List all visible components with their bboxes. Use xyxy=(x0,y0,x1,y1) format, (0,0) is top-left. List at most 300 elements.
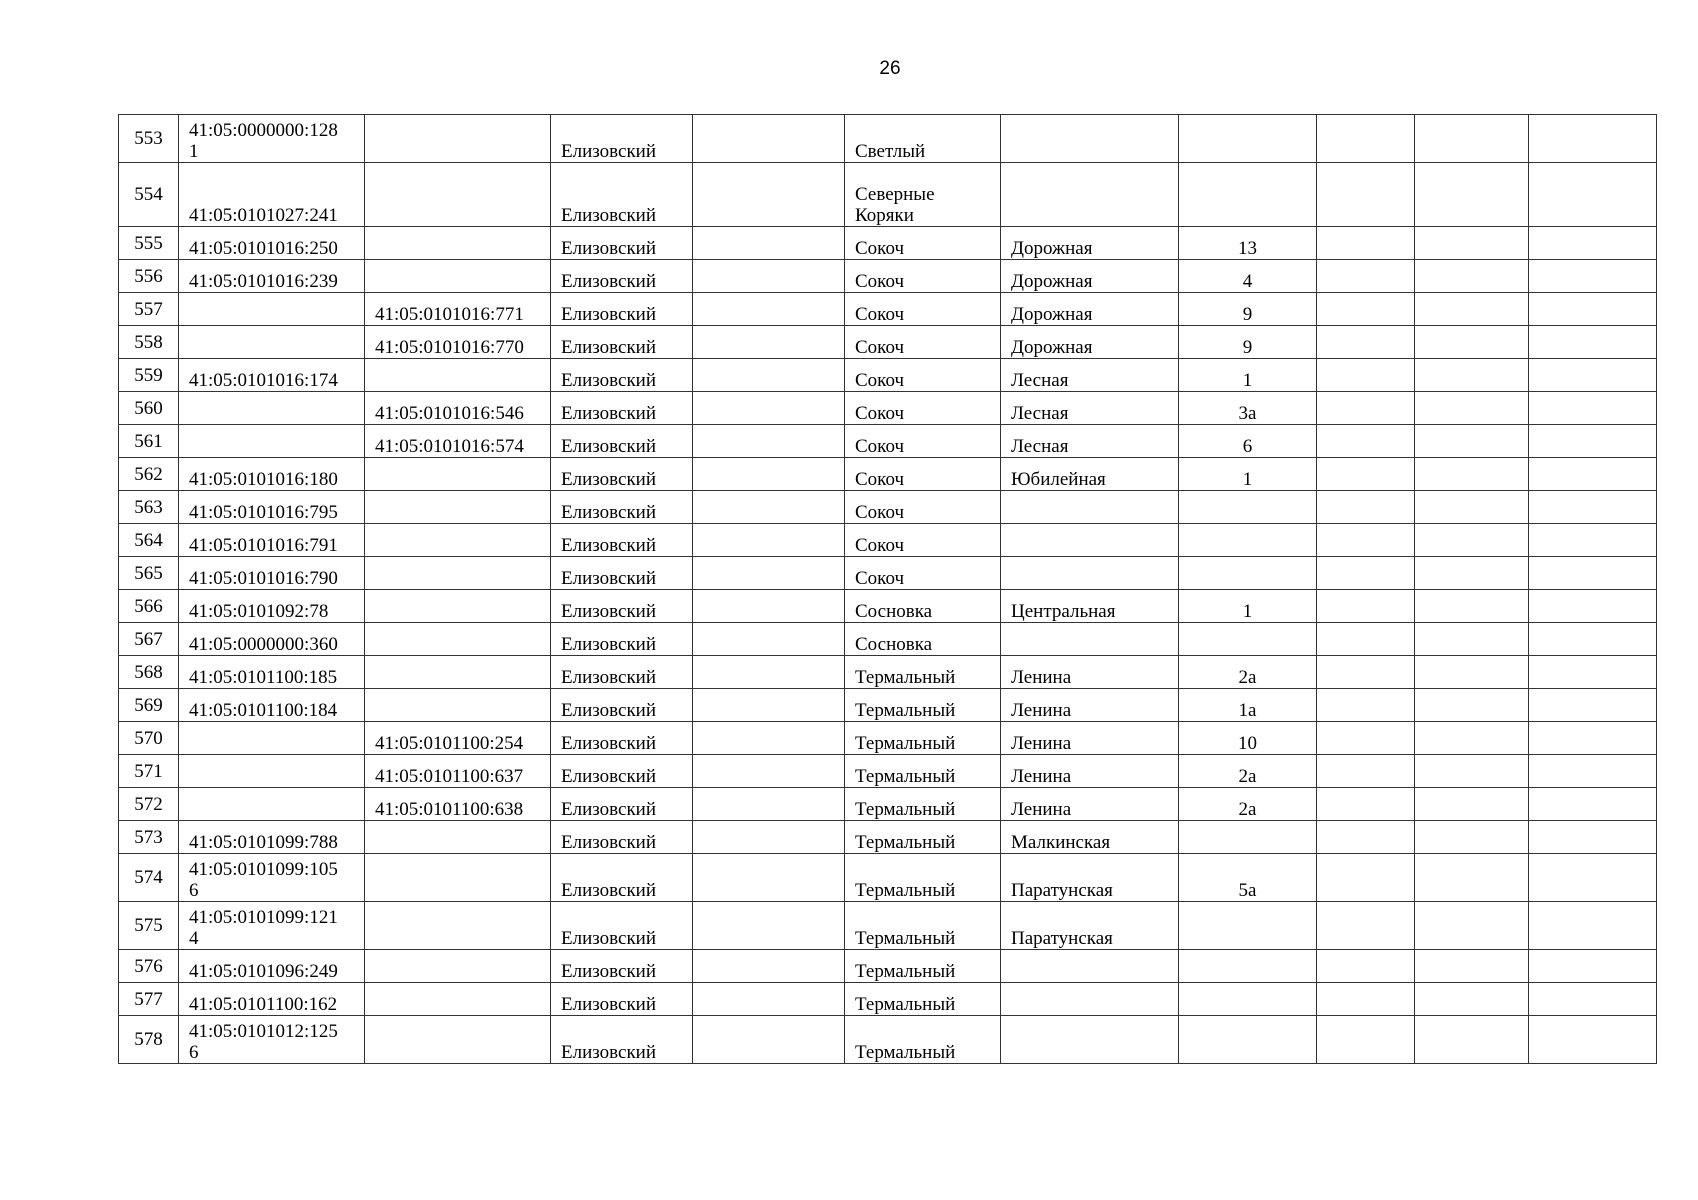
cadastral-number-alt-cell xyxy=(365,227,551,260)
row-number-cell: 574 xyxy=(119,854,179,902)
cadastral-number-cell: 41:05:0101016:180 xyxy=(179,458,365,491)
empty-cell xyxy=(1317,163,1415,227)
table-row xyxy=(119,755,1657,788)
table-row xyxy=(119,227,1657,260)
row-number-cell: 575 xyxy=(119,902,179,950)
empty-cell xyxy=(1529,115,1657,163)
empty-cell xyxy=(1317,293,1415,326)
district-cell: Елизовский xyxy=(551,722,693,755)
district-cell: Елизовский xyxy=(551,623,693,656)
row-number-cell: 572 xyxy=(119,788,179,821)
district-cell: Елизовский xyxy=(551,1016,693,1064)
empty-cell xyxy=(1529,458,1657,491)
row-number-cell: 577 xyxy=(119,983,179,1016)
row-number-cell: 573 xyxy=(119,821,179,854)
house-number-cell xyxy=(1179,1016,1317,1064)
empty-cell xyxy=(1529,392,1657,425)
cadastral-number-cell xyxy=(179,722,365,755)
page-number: 26 xyxy=(879,58,901,79)
street-cell: Ленина xyxy=(1001,656,1179,689)
empty-cell xyxy=(1317,458,1415,491)
settlement-cell: Северные Коряки xyxy=(845,163,1001,227)
district-cell: Елизовский xyxy=(551,359,693,392)
settlement-cell: Термальный xyxy=(845,689,1001,722)
street-cell xyxy=(1001,557,1179,590)
district-cell: Елизовский xyxy=(551,227,693,260)
cadastral-number-alt-cell xyxy=(365,458,551,491)
table-row xyxy=(119,854,1657,902)
settlement-cell: Сокоч xyxy=(845,227,1001,260)
empty-cell xyxy=(1529,821,1657,854)
table-row xyxy=(119,623,1657,656)
settlement-cell: Термальный xyxy=(845,983,1001,1016)
empty-cell xyxy=(1529,722,1657,755)
district-cell: Елизовский xyxy=(551,392,693,425)
cadastral-number-cell: 41:05:0000000:360 xyxy=(179,623,365,656)
empty-cell xyxy=(693,950,845,983)
settlement-cell: Термальный xyxy=(845,656,1001,689)
empty-cell xyxy=(1415,983,1529,1016)
empty-cell xyxy=(1415,854,1529,902)
cadastral-number-cell: 41:05:0101016:239 xyxy=(179,260,365,293)
house-number-cell: 1 xyxy=(1179,359,1317,392)
empty-cell xyxy=(693,425,845,458)
empty-cell xyxy=(1317,623,1415,656)
row-number-cell: 567 xyxy=(119,623,179,656)
house-number-cell xyxy=(1179,163,1317,227)
settlement-cell: Термальный xyxy=(845,854,1001,902)
district-cell: Елизовский xyxy=(551,326,693,359)
empty-cell xyxy=(1317,854,1415,902)
cadastral-number-cell: 41:05:0101016:795 xyxy=(179,491,365,524)
house-number-cell: 1а xyxy=(1179,689,1317,722)
cadastral-number-alt-cell xyxy=(365,557,551,590)
empty-cell xyxy=(693,524,845,557)
empty-cell xyxy=(693,163,845,227)
street-cell xyxy=(1001,115,1179,163)
empty-cell xyxy=(693,689,845,722)
empty-cell xyxy=(1317,115,1415,163)
empty-cell xyxy=(1415,227,1529,260)
table-row xyxy=(119,115,1657,163)
district-cell: Елизовский xyxy=(551,491,693,524)
table-row xyxy=(119,293,1657,326)
empty-cell xyxy=(1317,656,1415,689)
cadastral-number-alt-cell xyxy=(365,1016,551,1064)
row-number-cell: 565 xyxy=(119,557,179,590)
empty-cell xyxy=(1317,326,1415,359)
cadastral-number-cell: 41:05:0101096:249 xyxy=(179,950,365,983)
cadastral-number-cell: 41:05:0101100:162 xyxy=(179,983,365,1016)
empty-cell xyxy=(1415,458,1529,491)
row-number-cell: 568 xyxy=(119,656,179,689)
district-cell: Елизовский xyxy=(551,293,693,326)
settlement-cell: Сокоч xyxy=(845,326,1001,359)
settlement-cell: Сокоч xyxy=(845,359,1001,392)
house-number-cell: 2а xyxy=(1179,788,1317,821)
row-number-cell: 558 xyxy=(119,326,179,359)
table-row xyxy=(119,983,1657,1016)
empty-cell xyxy=(1415,788,1529,821)
street-cell: Юбилейная xyxy=(1001,458,1179,491)
empty-cell xyxy=(1317,491,1415,524)
settlement-cell: Термальный xyxy=(845,1016,1001,1064)
street-cell: Ленина xyxy=(1001,788,1179,821)
row-number-cell: 560 xyxy=(119,392,179,425)
table-row xyxy=(119,458,1657,491)
house-number-cell: 6 xyxy=(1179,425,1317,458)
table-row xyxy=(119,491,1657,524)
empty-cell xyxy=(1317,425,1415,458)
street-cell xyxy=(1001,163,1179,227)
settlement-cell: Сокоч xyxy=(845,392,1001,425)
cadastral-number-cell: 41:05:0000000:128 1 xyxy=(179,115,365,163)
empty-cell xyxy=(1529,950,1657,983)
cadastral-number-cell: 41:05:0101100:184 xyxy=(179,689,365,722)
table-row xyxy=(119,788,1657,821)
empty-cell xyxy=(693,557,845,590)
empty-cell xyxy=(1415,293,1529,326)
district-cell: Елизовский xyxy=(551,458,693,491)
empty-cell xyxy=(1529,326,1657,359)
district-cell: Елизовский xyxy=(551,115,693,163)
empty-cell xyxy=(1529,260,1657,293)
empty-cell xyxy=(1317,788,1415,821)
street-cell: Паратунская xyxy=(1001,902,1179,950)
empty-cell xyxy=(1317,821,1415,854)
empty-cell xyxy=(693,260,845,293)
cadastral-number-cell: 41:05:0101016:250 xyxy=(179,227,365,260)
cadastral-number-alt-cell: 41:05:0101016:574 xyxy=(365,425,551,458)
row-number-cell: 569 xyxy=(119,689,179,722)
street-cell xyxy=(1001,950,1179,983)
empty-cell xyxy=(693,491,845,524)
empty-cell xyxy=(1529,293,1657,326)
house-number-cell xyxy=(1179,623,1317,656)
settlement-cell: Сокоч xyxy=(845,524,1001,557)
table-row xyxy=(119,326,1657,359)
table-row xyxy=(119,821,1657,854)
table-row xyxy=(119,260,1657,293)
settlement-cell: Термальный xyxy=(845,788,1001,821)
settlement-cell: Сокоч xyxy=(845,557,1001,590)
row-number-cell: 562 xyxy=(119,458,179,491)
cadastral-number-alt-cell xyxy=(365,656,551,689)
settlement-cell: Сокоч xyxy=(845,491,1001,524)
cadastral-number-alt-cell xyxy=(365,524,551,557)
district-cell: Елизовский xyxy=(551,260,693,293)
empty-cell xyxy=(693,983,845,1016)
empty-cell xyxy=(1317,755,1415,788)
settlement-cell: Термальный xyxy=(845,950,1001,983)
cadastral-number-alt-cell: 41:05:0101100:254 xyxy=(365,722,551,755)
empty-cell xyxy=(1529,656,1657,689)
cadastral-number-alt-cell: 41:05:0101016:770 xyxy=(365,326,551,359)
empty-cell xyxy=(693,326,845,359)
settlement-cell: Сокоч xyxy=(845,260,1001,293)
empty-cell xyxy=(693,1016,845,1064)
empty-cell xyxy=(1529,524,1657,557)
district-cell: Елизовский xyxy=(551,689,693,722)
street-cell xyxy=(1001,524,1179,557)
street-cell: Ленина xyxy=(1001,722,1179,755)
street-cell: Ленина xyxy=(1001,689,1179,722)
table-row xyxy=(119,722,1657,755)
empty-cell xyxy=(1317,983,1415,1016)
district-cell: Елизовский xyxy=(551,821,693,854)
empty-cell xyxy=(693,854,845,902)
street-cell: Малкинская xyxy=(1001,821,1179,854)
cadastral-number-alt-cell: 41:05:0101100:637 xyxy=(365,755,551,788)
row-number-cell: 561 xyxy=(119,425,179,458)
district-cell: Елизовский xyxy=(551,557,693,590)
house-number-cell: 13 xyxy=(1179,227,1317,260)
cadastral-number-alt-cell xyxy=(365,115,551,163)
settlement-cell: Сокоч xyxy=(845,425,1001,458)
row-number-cell: 578 xyxy=(119,1016,179,1064)
row-number-cell: 564 xyxy=(119,524,179,557)
house-number-cell xyxy=(1179,115,1317,163)
district-cell: Елизовский xyxy=(551,163,693,227)
cadastral-number-cell: 41:05:0101092:78 xyxy=(179,590,365,623)
empty-cell xyxy=(1415,557,1529,590)
cadastral-number-alt-cell: 41:05:0101016:771 xyxy=(365,293,551,326)
table-row xyxy=(119,902,1657,950)
house-number-cell: 1 xyxy=(1179,590,1317,623)
empty-cell xyxy=(1529,623,1657,656)
empty-cell xyxy=(1529,1016,1657,1064)
empty-cell xyxy=(1317,689,1415,722)
settlement-cell: Термальный xyxy=(845,755,1001,788)
table-row xyxy=(119,392,1657,425)
cadastral-number-alt-cell xyxy=(365,491,551,524)
cadastral-number-alt-cell xyxy=(365,623,551,656)
district-cell: Елизовский xyxy=(551,902,693,950)
empty-cell xyxy=(693,623,845,656)
empty-cell xyxy=(1415,260,1529,293)
empty-cell xyxy=(1415,425,1529,458)
empty-cell xyxy=(1415,902,1529,950)
street-cell: Лесная xyxy=(1001,425,1179,458)
house-number-cell: 4 xyxy=(1179,260,1317,293)
house-number-cell xyxy=(1179,524,1317,557)
table-row xyxy=(119,163,1657,227)
empty-cell xyxy=(693,392,845,425)
empty-cell xyxy=(693,115,845,163)
table-row xyxy=(119,590,1657,623)
street-cell xyxy=(1001,1016,1179,1064)
cadastral-number-cell xyxy=(179,293,365,326)
district-cell: Елизовский xyxy=(551,983,693,1016)
row-number-cell: 557 xyxy=(119,293,179,326)
settlement-cell: Термальный xyxy=(845,722,1001,755)
row-number-cell: 555 xyxy=(119,227,179,260)
settlement-cell: Термальный xyxy=(845,821,1001,854)
settlement-cell: Сокоч xyxy=(845,458,1001,491)
street-cell: Дорожная xyxy=(1001,326,1179,359)
empty-cell xyxy=(1529,902,1657,950)
district-cell: Елизовский xyxy=(551,854,693,902)
empty-cell xyxy=(1415,689,1529,722)
cadastral-number-cell: 41:05:0101099:788 xyxy=(179,821,365,854)
empty-cell xyxy=(1529,227,1657,260)
cadastral-number-alt-cell xyxy=(365,821,551,854)
empty-cell xyxy=(1415,491,1529,524)
cadastral-number-cell: 41:05:0101012:125 6 xyxy=(179,1016,365,1064)
street-cell: Лесная xyxy=(1001,392,1179,425)
cadastral-number-alt-cell xyxy=(365,983,551,1016)
empty-cell xyxy=(693,656,845,689)
cadastral-number-alt-cell xyxy=(365,902,551,950)
house-number-cell: 10 xyxy=(1179,722,1317,755)
cadastral-number-alt-cell xyxy=(365,854,551,902)
empty-cell xyxy=(1415,950,1529,983)
empty-cell xyxy=(1317,359,1415,392)
cadastral-number-cell xyxy=(179,788,365,821)
cadastral-number-alt-cell xyxy=(365,590,551,623)
street-cell: Центральная xyxy=(1001,590,1179,623)
empty-cell xyxy=(1529,689,1657,722)
cadastral-number-cell xyxy=(179,392,365,425)
cadastral-number-cell xyxy=(179,425,365,458)
cadastral-number-alt-cell xyxy=(365,689,551,722)
district-cell: Елизовский xyxy=(551,524,693,557)
empty-cell xyxy=(1415,359,1529,392)
cadastral-number-alt-cell xyxy=(365,260,551,293)
empty-cell xyxy=(1529,557,1657,590)
empty-cell xyxy=(1317,902,1415,950)
empty-cell xyxy=(1317,590,1415,623)
empty-cell xyxy=(1317,524,1415,557)
empty-cell xyxy=(693,227,845,260)
row-number-cell: 559 xyxy=(119,359,179,392)
row-number-cell: 556 xyxy=(119,260,179,293)
empty-cell xyxy=(1415,524,1529,557)
empty-cell xyxy=(1317,1016,1415,1064)
settlement-cell: Термальный xyxy=(845,902,1001,950)
empty-cell xyxy=(1415,722,1529,755)
table-row xyxy=(119,950,1657,983)
empty-cell xyxy=(1529,359,1657,392)
cadastral-number-cell xyxy=(179,755,365,788)
empty-cell xyxy=(1415,590,1529,623)
street-cell: Дорожная xyxy=(1001,293,1179,326)
house-number-cell: 2а xyxy=(1179,755,1317,788)
cadastral-number-cell: 41:05:0101100:185 xyxy=(179,656,365,689)
empty-cell xyxy=(693,788,845,821)
empty-cell xyxy=(1317,392,1415,425)
empty-cell xyxy=(693,458,845,491)
empty-cell xyxy=(1415,1016,1529,1064)
house-number-cell: 2а xyxy=(1179,656,1317,689)
house-number-cell xyxy=(1179,491,1317,524)
row-number-cell: 563 xyxy=(119,491,179,524)
empty-cell xyxy=(1415,326,1529,359)
house-number-cell xyxy=(1179,902,1317,950)
register-table xyxy=(118,114,1657,1064)
empty-cell xyxy=(1529,755,1657,788)
empty-cell xyxy=(693,293,845,326)
empty-cell xyxy=(693,902,845,950)
street-cell: Ленина xyxy=(1001,755,1179,788)
row-number-cell: 566 xyxy=(119,590,179,623)
street-cell xyxy=(1001,491,1179,524)
house-number-cell: 3а xyxy=(1179,392,1317,425)
house-number-cell xyxy=(1179,557,1317,590)
table-row xyxy=(119,524,1657,557)
empty-cell xyxy=(1317,227,1415,260)
cadastral-number-alt-cell xyxy=(365,163,551,227)
empty-cell xyxy=(1529,788,1657,821)
cadastral-number-cell: 41:05:0101099:121 4 xyxy=(179,902,365,950)
district-cell: Елизовский xyxy=(551,755,693,788)
empty-cell xyxy=(1415,115,1529,163)
table-row xyxy=(119,557,1657,590)
settlement-cell: Сосновка xyxy=(845,590,1001,623)
cadastral-number-cell: 41:05:0101016:790 xyxy=(179,557,365,590)
cadastral-number-alt-cell: 41:05:0101100:638 xyxy=(365,788,551,821)
cadastral-number-alt-cell: 41:05:0101016:546 xyxy=(365,392,551,425)
empty-cell xyxy=(1317,722,1415,755)
house-number-cell xyxy=(1179,950,1317,983)
cadastral-number-cell: 41:05:0101016:791 xyxy=(179,524,365,557)
empty-cell xyxy=(693,722,845,755)
street-cell: Дорожная xyxy=(1001,227,1179,260)
empty-cell xyxy=(1415,392,1529,425)
house-number-cell xyxy=(1179,821,1317,854)
row-number-cell: 554 xyxy=(119,163,179,227)
empty-cell xyxy=(693,821,845,854)
empty-cell xyxy=(1529,491,1657,524)
district-cell: Елизовский xyxy=(551,950,693,983)
empty-cell xyxy=(693,590,845,623)
table-row xyxy=(119,425,1657,458)
row-number-cell: 576 xyxy=(119,950,179,983)
table-row xyxy=(119,359,1657,392)
house-number-cell: 9 xyxy=(1179,293,1317,326)
street-cell: Лесная xyxy=(1001,359,1179,392)
cadastral-number-alt-cell xyxy=(365,950,551,983)
cadastral-number-cell: 41:05:0101027:241 xyxy=(179,163,365,227)
empty-cell xyxy=(1415,656,1529,689)
house-number-cell: 5а xyxy=(1179,854,1317,902)
row-number-cell: 553 xyxy=(119,115,179,163)
empty-cell xyxy=(1317,260,1415,293)
empty-cell xyxy=(1415,163,1529,227)
settlement-cell: Светлый xyxy=(845,115,1001,163)
empty-cell xyxy=(1415,821,1529,854)
settlement-cell: Сокоч xyxy=(845,293,1001,326)
house-number-cell: 9 xyxy=(1179,326,1317,359)
table-row xyxy=(119,1016,1657,1064)
cadastral-number-alt-cell xyxy=(365,359,551,392)
empty-cell xyxy=(1529,854,1657,902)
empty-cell xyxy=(1415,755,1529,788)
street-cell xyxy=(1001,983,1179,1016)
district-cell: Елизовский xyxy=(551,656,693,689)
cadastral-number-cell xyxy=(179,326,365,359)
table-row xyxy=(119,656,1657,689)
district-cell: Елизовский xyxy=(551,590,693,623)
settlement-cell: Сосновка xyxy=(845,623,1001,656)
street-cell xyxy=(1001,623,1179,656)
street-cell: Паратунская xyxy=(1001,854,1179,902)
house-number-cell: 1 xyxy=(1179,458,1317,491)
empty-cell xyxy=(1317,950,1415,983)
table-row xyxy=(119,689,1657,722)
empty-cell xyxy=(1529,163,1657,227)
district-cell: Елизовский xyxy=(551,425,693,458)
